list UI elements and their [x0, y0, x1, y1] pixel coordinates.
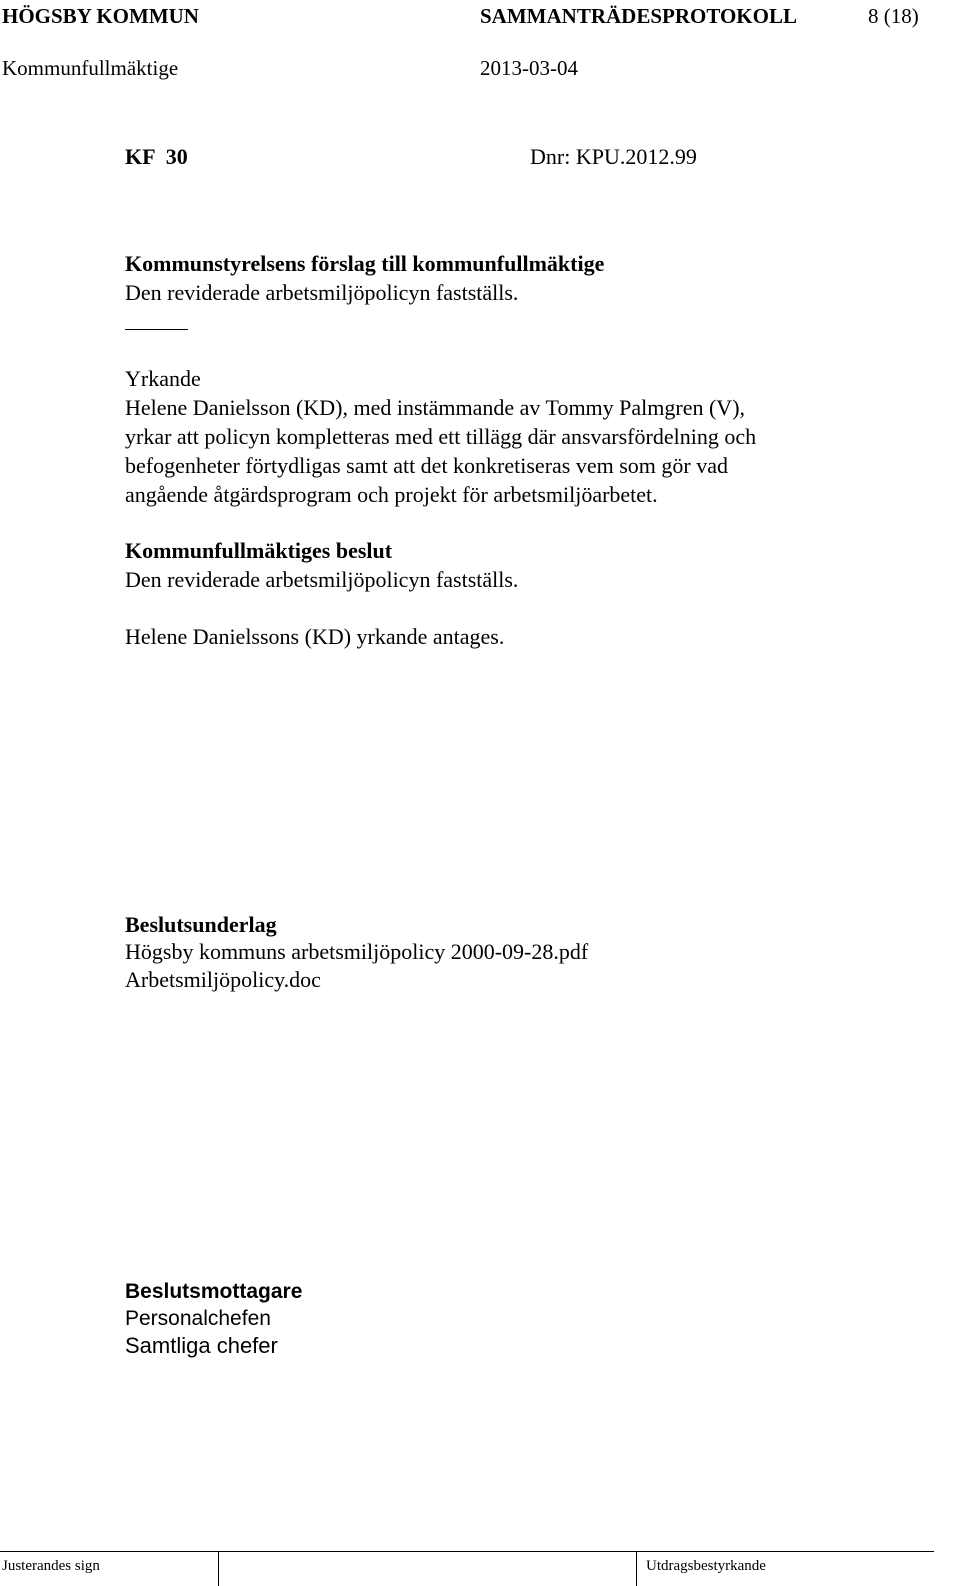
footer-divider — [636, 1551, 637, 1586]
document-type: SAMMANTRÄDESPROTOKOLL — [480, 4, 797, 28]
decision-motion-accepted: Helene Danielssons (KD) yrkande antages. — [125, 624, 505, 649]
meeting-date: 2013-03-04 — [480, 56, 578, 80]
motion-line: Helene Danielsson (KD), med instämmande av Tommy Palmgren (V), — [125, 395, 746, 420]
page-number: 8 (18) — [868, 4, 919, 28]
motion-line: angående åtgärdsprogram och projekt för arbetsmiljöarbetet. — [125, 482, 658, 507]
proposal-heading: Kommunstyrelsens förslag till kommunfullmäktige — [125, 251, 605, 276]
decision-heading: Kommunfullmäktiges beslut — [125, 538, 393, 563]
org-name: HÖGSBY KOMMUN — [2, 4, 199, 28]
proposal-text: Den reviderade arbetsmiljöpolicyn fastställs. — [125, 280, 519, 305]
motion-text — [125, 393, 756, 509]
recipients-heading: Beslutsmottagare — [125, 1280, 303, 1303]
recipient-item: Samtliga chefer — [125, 1333, 278, 1358]
decision-text: Den reviderade arbetsmiljöpolicyn fastställs. — [125, 567, 519, 592]
basis-heading: Beslutsunderlag — [125, 912, 277, 937]
motion-line: yrkar att policyn kompletteras med ett tillägg där ansvarsfördelning och — [125, 424, 757, 449]
footer-divider — [218, 1551, 219, 1586]
recipient-item: Personalchefen — [125, 1307, 271, 1330]
footer-rule — [0, 1551, 934, 1552]
motion-line: befogenheter förtydligas samt att det konkretiseras vem som gör vad — [125, 453, 728, 478]
adjuster-sign-label: Justerandes sign — [2, 1558, 100, 1574]
body-name: Kommunfullmäktige — [2, 56, 179, 80]
basis-item: Högsby kommuns arbetsmiljöpolicy 2000-09-28.pdf — [125, 939, 589, 964]
motion-heading: Yrkande — [125, 366, 201, 391]
case-number: Dnr: KPU.2012.99 — [530, 144, 697, 169]
paragraph-number: KF 30 — [125, 144, 188, 169]
separator-line — [125, 329, 188, 330]
basis-item: Arbetsmiljöpolicy.doc — [125, 967, 321, 992]
extract-certification-label: Utdragsbestyrkande — [646, 1558, 766, 1574]
